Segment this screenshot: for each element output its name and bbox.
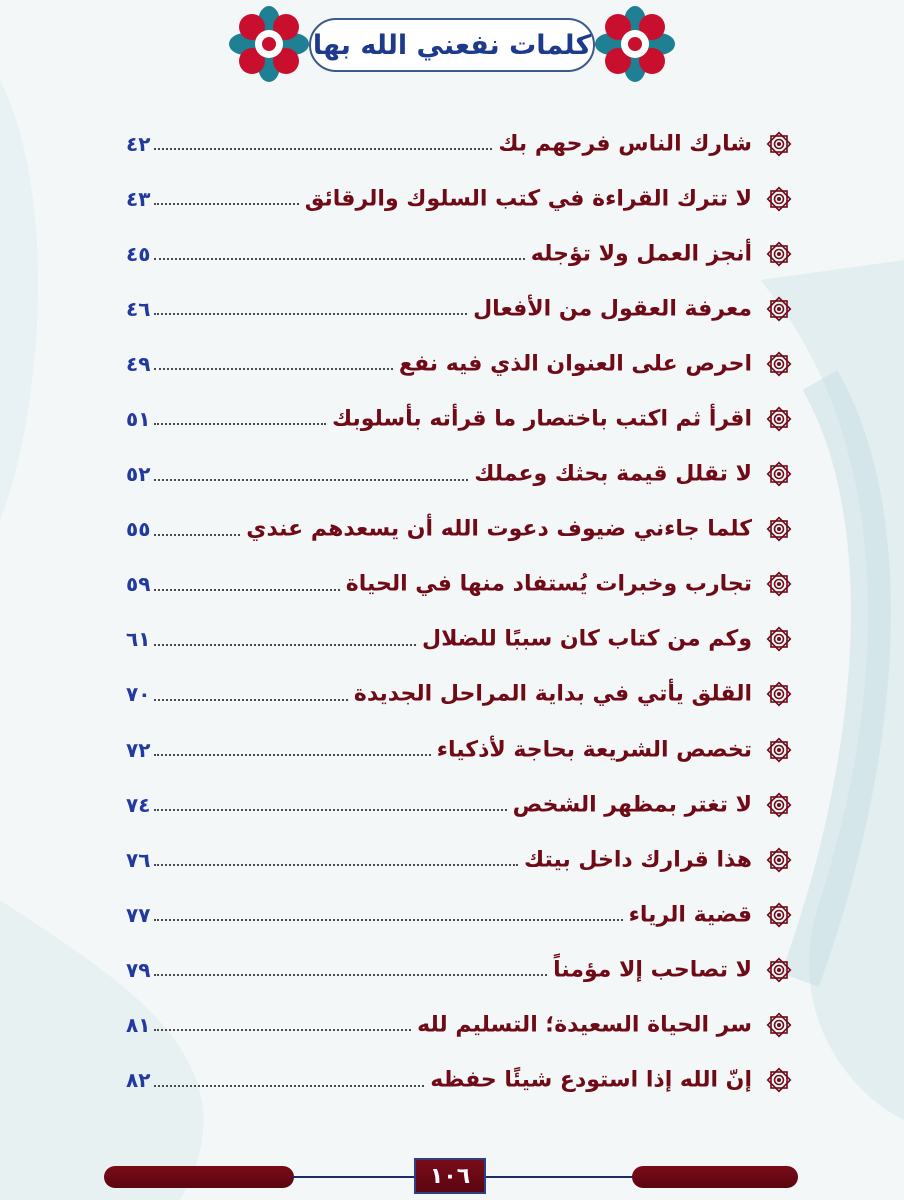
dot-leader bbox=[154, 368, 393, 370]
toc-entry-title: وكم من كتاب كان سببًا للضلال bbox=[422, 626, 752, 652]
rosette-bullet-icon bbox=[766, 902, 792, 928]
dot-leader bbox=[154, 919, 623, 921]
toc-entry-title: لا تترك القراءة في كتب السلوك والرقائق bbox=[304, 186, 752, 212]
footer-rule-left bbox=[292, 1176, 416, 1178]
toc-entry-title: شارك الناس فرحهم بك bbox=[498, 131, 752, 157]
dot-leader bbox=[154, 974, 547, 976]
rosette-bullet-icon bbox=[766, 1012, 792, 1038]
toc-entry-title: قضية الرياء bbox=[628, 902, 752, 928]
toc-entry-page: ٤٦ bbox=[126, 296, 151, 321]
toc-entry-page: ٥٥ bbox=[126, 517, 151, 542]
toc-entry-title: اقرأ ثم اكتب باختصار ما قرأته بأسلوبك bbox=[332, 406, 752, 432]
dot-leader bbox=[154, 1085, 424, 1087]
toc-entry-page: ٦١ bbox=[126, 627, 151, 652]
toc-entry-title: سر الحياة السعيدة؛ التسليم لله bbox=[417, 1012, 752, 1038]
rosette-bullet-icon bbox=[766, 737, 792, 763]
rosette-bullet-icon bbox=[766, 241, 792, 267]
rosette-bullet-icon bbox=[766, 957, 792, 983]
rosette-bullet-icon bbox=[766, 1067, 792, 1093]
toc-entry-title: تخصص الشريعة بحاجة لأذكياء bbox=[436, 737, 752, 763]
toc-entry-page: ٨٢ bbox=[126, 1068, 151, 1093]
toc-entry-title: أنجز العمل ولا تؤجله bbox=[530, 241, 752, 267]
rosette-bullet-icon bbox=[766, 516, 792, 542]
dot-leader bbox=[154, 148, 492, 150]
toc-entry[interactable] bbox=[120, 281, 792, 336]
toc-entry-page: ٨١ bbox=[126, 1013, 151, 1038]
dot-leader bbox=[154, 1029, 411, 1031]
rosette-bullet-icon bbox=[766, 792, 792, 818]
toc-entry[interactable] bbox=[120, 942, 792, 997]
rosette-bullet-icon bbox=[766, 351, 792, 377]
toc-entry-title: معرفة العقول من الأفعال bbox=[473, 296, 752, 322]
dot-leader bbox=[154, 534, 240, 536]
toc-entry-page: ٤٩ bbox=[126, 351, 151, 376]
toc-entry-title: احرص على العنوان الذي فيه نفع bbox=[398, 351, 752, 377]
toc-entry[interactable] bbox=[120, 116, 792, 171]
dot-leader bbox=[154, 809, 507, 811]
dot-leader bbox=[154, 754, 431, 756]
toc-entry-page: ٥٢ bbox=[126, 462, 151, 487]
dot-leader bbox=[154, 479, 468, 481]
rosette-bullet-icon bbox=[766, 186, 792, 212]
dot-leader bbox=[154, 699, 348, 701]
toc-entry-page: ٥٩ bbox=[126, 572, 151, 597]
rosette-bullet-icon bbox=[766, 131, 792, 157]
dot-leader bbox=[154, 589, 340, 591]
toc-entry-page: ٧٢ bbox=[126, 737, 151, 762]
toc-entry[interactable] bbox=[120, 612, 792, 667]
toc-entry-page: ٧٦ bbox=[126, 847, 151, 872]
toc-entry[interactable] bbox=[120, 557, 792, 612]
page-number: ١٠٦ bbox=[414, 1158, 486, 1194]
footer-bar-right bbox=[632, 1166, 798, 1188]
dot-leader bbox=[154, 644, 416, 646]
footer-rule-right bbox=[486, 1176, 634, 1178]
toc-entry[interactable] bbox=[120, 171, 792, 226]
toc-entry[interactable] bbox=[120, 887, 792, 942]
toc-entry-page: ٥١ bbox=[126, 407, 151, 432]
rosette-bullet-icon bbox=[766, 681, 792, 707]
rosette-bullet-icon bbox=[766, 847, 792, 873]
rosette-bullet-icon bbox=[766, 571, 792, 597]
rosette-bullet-icon bbox=[766, 461, 792, 487]
toc-entry[interactable] bbox=[120, 336, 792, 391]
dot-leader bbox=[154, 864, 518, 866]
toc-entry-title: إنّ الله إذا استودع شيئًا حفظه bbox=[430, 1067, 752, 1093]
toc-entry[interactable] bbox=[120, 1053, 792, 1108]
toc-entry-title: القلق يأتي في بداية المراحل الجديدة bbox=[353, 681, 752, 707]
toc-entry[interactable] bbox=[120, 667, 792, 722]
table-of-contents bbox=[120, 116, 792, 1108]
toc-entry[interactable] bbox=[120, 447, 792, 502]
dot-leader bbox=[154, 203, 299, 205]
toc-entry[interactable] bbox=[120, 722, 792, 777]
toc-entry-page: ٧٩ bbox=[126, 957, 151, 982]
toc-entry-page: ٧٧ bbox=[126, 902, 151, 927]
toc-entry-page: ٤٣ bbox=[126, 186, 151, 211]
toc-entry-title: لا تقلل قيمة بحثك وعملك bbox=[474, 461, 752, 487]
rosette-bullet-icon bbox=[766, 296, 792, 322]
toc-entry[interactable] bbox=[120, 391, 792, 446]
dot-leader bbox=[154, 313, 467, 315]
toc-entry-title: لا تغتر بمظهر الشخص bbox=[512, 792, 752, 818]
toc-entry-page: ٧٤ bbox=[126, 792, 151, 817]
flower-ornament-icon bbox=[228, 4, 310, 84]
flower-ornament-icon bbox=[594, 4, 676, 84]
rosette-bullet-icon bbox=[766, 406, 792, 432]
toc-entry-page: ٧٠ bbox=[126, 682, 151, 707]
toc-entry[interactable] bbox=[120, 502, 792, 557]
toc-entry-title: كلما جاءني ضيوف دعوت الله أن يسعدهم عندي bbox=[246, 516, 752, 542]
footer-bar-left bbox=[104, 1166, 294, 1188]
toc-entry[interactable] bbox=[120, 998, 792, 1053]
toc-entry-title: لا تصاحب إلا مؤمناً bbox=[553, 957, 752, 983]
toc-entry[interactable] bbox=[120, 777, 792, 832]
toc-entry[interactable] bbox=[120, 226, 792, 281]
toc-entry-page: ٤٥ bbox=[126, 241, 151, 266]
toc-entry-page: ٤٢ bbox=[126, 131, 151, 156]
toc-entry[interactable] bbox=[120, 832, 792, 887]
dot-leader bbox=[154, 423, 326, 425]
page-title: كلمات نفعني الله بها bbox=[312, 29, 592, 61]
toc-entry-title: هذا قرارك داخل بيتك bbox=[524, 847, 752, 873]
dot-leader bbox=[154, 258, 525, 260]
toc-entry-title: تجارب وخبرات يُستفاد منها في الحياة bbox=[345, 571, 752, 597]
rosette-bullet-icon bbox=[766, 626, 792, 652]
